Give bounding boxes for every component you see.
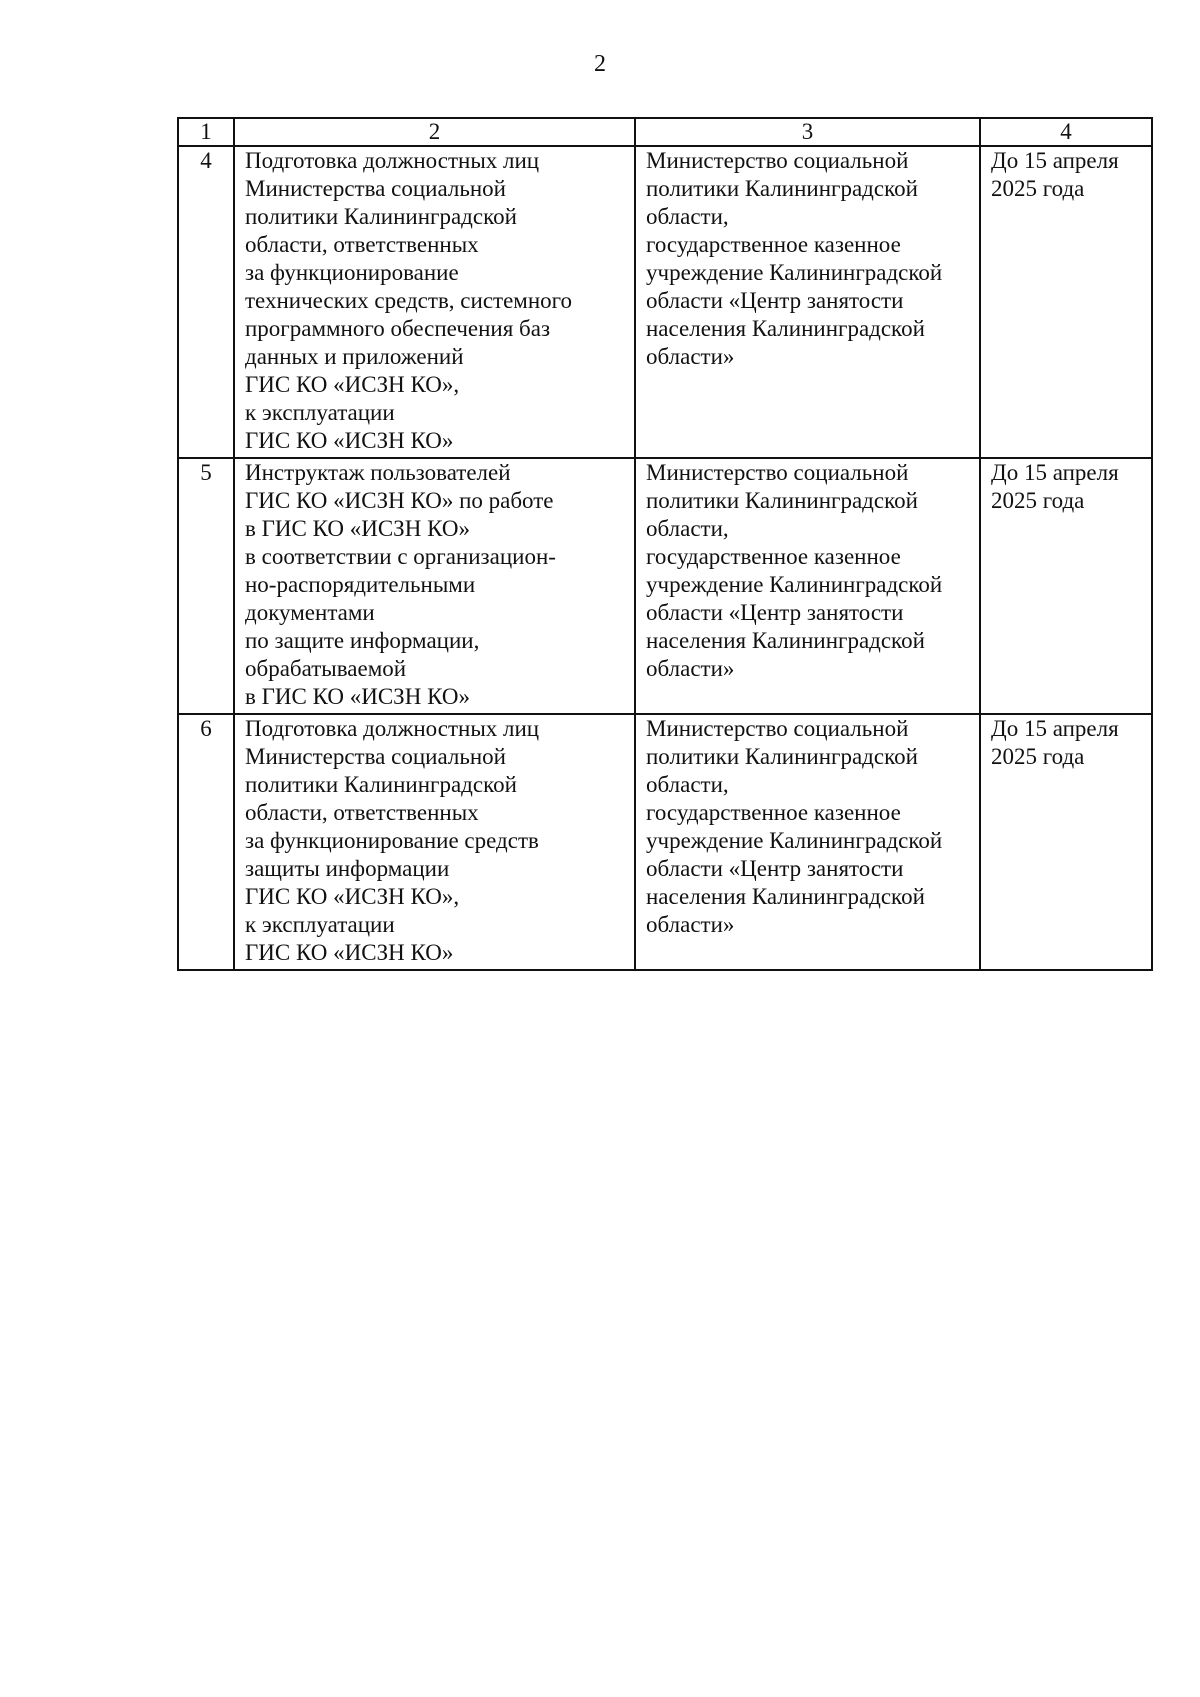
column-header-3: 3 — [635, 118, 980, 146]
row-number: 6 — [178, 714, 234, 970]
table-row — [178, 458, 1152, 714]
row-responsible: Министерство социальной политики Калининградской области, государственное казенное учреждение Калининградской области «Центр занятости населения Калининградской области» — [635, 458, 980, 714]
row-number: 5 — [178, 458, 234, 714]
page-number: 2 — [594, 51, 606, 77]
action-plan-table — [177, 117, 1153, 971]
row-number: 4 — [178, 146, 234, 458]
row-action: Подготовка должностных лиц Министерства социальной политики Калининградской области, ответственных за функционирование средств защиты информации ГИС КО «ИСЗН КО», к эксплуатации ГИС КО «ИСЗН КО» — [234, 714, 635, 970]
table-row — [178, 714, 1152, 970]
table-row — [178, 146, 1152, 458]
row-deadline: До 15 апреля 2025 года — [980, 714, 1152, 970]
row-action: Подготовка должностных лиц Министерства социальной политики Калининградской области, ответственных за функционирование технических средств, системного программного обеспечения баз данных и приложений ГИС КО «ИСЗН КО», к эксплуатации ГИС КО «ИСЗН КО» — [234, 146, 635, 458]
table-header-row — [178, 118, 1152, 146]
column-header-4: 4 — [980, 118, 1152, 146]
row-deadline: До 15 апреля 2025 года — [980, 458, 1152, 714]
column-header-1: 1 — [178, 118, 234, 146]
row-responsible: Министерство социальной политики Калининградской области, государственное казенное учреждение Калининградской области «Центр занятости населения Калининградской области» — [635, 714, 980, 970]
row-deadline: До 15 апреля 2025 года — [980, 146, 1152, 458]
row-responsible: Министерство социальной политики Калининградской области, государственное казенное учреждение Калининградской области «Центр занятости населения Калининградской области» — [635, 146, 980, 458]
row-action: Инструктаж пользователей ГИС КО «ИСЗН КО» по работе в ГИС КО «ИСЗН КО» в соответствии с организацион- но-распорядительными документами по защите информации, обрабатываемой в ГИС КО «ИСЗН КО» — [234, 458, 635, 714]
column-header-2: 2 — [234, 118, 635, 146]
